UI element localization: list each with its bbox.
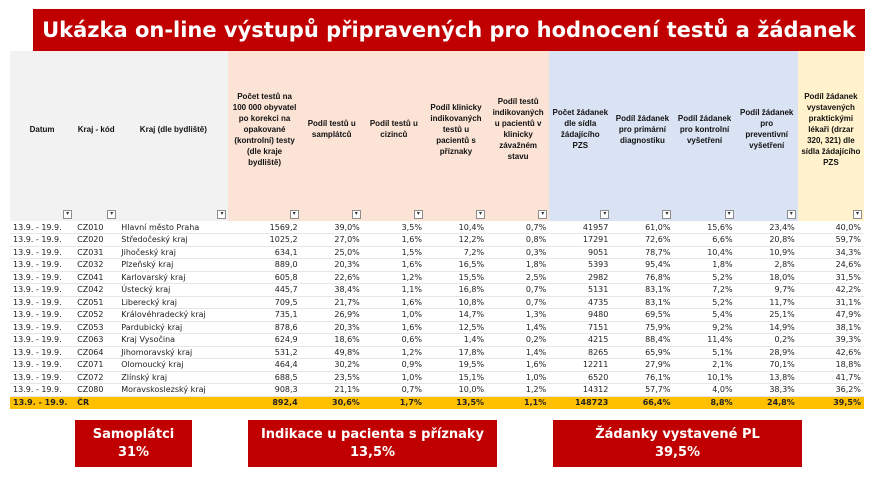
summary-box-samplatci xyxy=(75,420,192,467)
summary-value: 31% xyxy=(117,444,150,460)
table-cell: 12211 xyxy=(549,359,611,372)
table-cell: 2,5% xyxy=(487,271,549,284)
table-cell: 13.9. - 19.9. xyxy=(10,271,74,284)
table-cell: 14312 xyxy=(549,384,611,397)
table-cell: 14,9% xyxy=(736,321,798,334)
table-cell: CZ042 xyxy=(74,284,118,297)
filter-dropdown-icon[interactable]: ▾ xyxy=(538,210,547,219)
table-cell: 148723 xyxy=(549,396,611,409)
table-cell: 16,5% xyxy=(425,259,487,272)
table-cell: 624,9 xyxy=(228,334,300,347)
table-cell: 1,6% xyxy=(363,296,425,309)
table-cell: CZ010 xyxy=(74,221,118,234)
table-cell: 1,6% xyxy=(363,321,425,334)
table-cell: 20,3% xyxy=(301,321,363,334)
filter-dropdown-icon[interactable]: ▾ xyxy=(217,210,226,219)
total-row xyxy=(10,396,864,409)
table-row xyxy=(10,384,864,397)
filter-cell xyxy=(487,207,549,221)
table-cell: 39,5% xyxy=(798,396,864,409)
filter-cell xyxy=(549,207,611,221)
table-cell: 12,5% xyxy=(425,321,487,334)
table-cell: 1,1% xyxy=(487,396,549,409)
table-cell: 59,7% xyxy=(798,234,864,247)
table-cell: Pardubický kraj xyxy=(118,321,228,334)
table-cell: 889,0 xyxy=(228,259,300,272)
table-cell: CZ020 xyxy=(74,234,118,247)
table-cell: 13.9. - 19.9. xyxy=(10,321,74,334)
table-cell: 17291 xyxy=(549,234,611,247)
table-cell: 18,6% xyxy=(301,334,363,347)
filter-dropdown-icon[interactable]: ▾ xyxy=(352,210,361,219)
table-cell: 83,1% xyxy=(611,296,673,309)
filter-cell xyxy=(10,207,74,221)
table-cell: Plzeňský kraj xyxy=(118,259,228,272)
slide-title: Ukázka on-line výstupů připravených pro hodnocení testů a žádanek xyxy=(33,9,865,51)
filter-dropdown-icon[interactable]: ▾ xyxy=(787,210,796,219)
table-cell: 709,5 xyxy=(228,296,300,309)
data-table xyxy=(10,51,864,409)
table-cell: 16,8% xyxy=(425,284,487,297)
filter-dropdown-icon[interactable]: ▾ xyxy=(662,210,671,219)
table-cell: 688,5 xyxy=(228,371,300,384)
column-header: Kraj (dle bydliště) xyxy=(118,51,228,207)
table-cell: 1,0% xyxy=(363,371,425,384)
column-header: Podíl testů u samplátců xyxy=(301,51,363,207)
table-cell: Jihomoravský kraj xyxy=(118,346,228,359)
table-cell: Ústecký kraj xyxy=(118,284,228,297)
table-cell: 1,3% xyxy=(487,309,549,322)
table-cell: 38,1% xyxy=(798,321,864,334)
table-cell: 2,8% xyxy=(736,259,798,272)
table-cell: 1,0% xyxy=(487,371,549,384)
table-cell: 13.9. - 19.9. xyxy=(10,221,74,234)
table-cell: 24,8% xyxy=(736,396,798,409)
table-cell: 75,9% xyxy=(611,321,673,334)
table-cell: 0,3% xyxy=(487,246,549,259)
summary-label: Žádanky vystavené PL xyxy=(595,426,760,442)
table-cell: 19,5% xyxy=(425,359,487,372)
filter-cell xyxy=(611,207,673,221)
table-cell: 0,2% xyxy=(736,334,798,347)
spreadsheet xyxy=(10,51,864,409)
summary-box-zadanky-pl xyxy=(553,420,802,467)
table-cell: Moravskoslezský kraj xyxy=(118,384,228,397)
table-cell: 1,5% xyxy=(363,246,425,259)
table-cell: 634,1 xyxy=(228,246,300,259)
table-cell: 31,1% xyxy=(798,296,864,309)
table-cell: 42,6% xyxy=(798,346,864,359)
table-cell: 40,0% xyxy=(798,221,864,234)
table-cell: 0,8% xyxy=(487,234,549,247)
table-cell: 70,1% xyxy=(736,359,798,372)
column-header: Datum xyxy=(10,51,74,207)
table-row xyxy=(10,371,864,384)
column-header: Podíl klinicky indikovaných testů u pacientů s příznaky xyxy=(425,51,487,207)
table-cell: Liberecký kraj xyxy=(118,296,228,309)
table-row xyxy=(10,259,864,272)
filter-cell xyxy=(74,207,118,221)
table-cell: 61,0% xyxy=(611,221,673,234)
table-cell: 78,7% xyxy=(611,246,673,259)
table-cell: 76,1% xyxy=(611,371,673,384)
table-cell: 6,6% xyxy=(673,234,735,247)
table-cell: 1,8% xyxy=(487,259,549,272)
table-row xyxy=(10,334,864,347)
column-header: Podíl žádanek vystavených praktickými lékaři (drzar 320, 321) dle sídla žádajícího PZS xyxy=(798,51,864,207)
table-cell: 24,6% xyxy=(798,259,864,272)
table-cell: 41,7% xyxy=(798,371,864,384)
table-cell: 72,6% xyxy=(611,234,673,247)
table-row xyxy=(10,284,864,297)
table-cell: CZ080 xyxy=(74,384,118,397)
table-cell: 3,5% xyxy=(363,221,425,234)
column-header: Kraj - kód xyxy=(74,51,118,207)
table-body xyxy=(10,221,864,409)
table-cell: 13.9. - 19.9. xyxy=(10,371,74,384)
table-cell: Středočeský kraj xyxy=(118,234,228,247)
table-cell: Jihočeský kraj xyxy=(118,246,228,259)
filter-cell xyxy=(363,207,425,221)
table-cell: Olomoucký kraj xyxy=(118,359,228,372)
table-cell: 13.9. - 19.9. xyxy=(10,309,74,322)
table-cell: 25,0% xyxy=(301,246,363,259)
table-cell: 735,1 xyxy=(228,309,300,322)
table-cell: 47,9% xyxy=(798,309,864,322)
table-cell: 0,7% xyxy=(487,284,549,297)
table-cell: 1,6% xyxy=(363,234,425,247)
filter-row xyxy=(10,207,864,221)
table-cell: 1,6% xyxy=(363,259,425,272)
table-cell: 83,1% xyxy=(611,284,673,297)
table-cell: 10,0% xyxy=(425,384,487,397)
table-cell: 0,7% xyxy=(487,221,549,234)
header-row xyxy=(10,51,864,207)
table-cell: 2,1% xyxy=(673,359,735,372)
table-cell: 1,2% xyxy=(487,384,549,397)
table-cell: 1,4% xyxy=(425,334,487,347)
table-row xyxy=(10,296,864,309)
table-cell: 27,0% xyxy=(301,234,363,247)
table-cell: 1,2% xyxy=(363,271,425,284)
table-cell: Zlínský kraj xyxy=(118,371,228,384)
table-cell: 5,1% xyxy=(673,346,735,359)
table-cell: 22,6% xyxy=(301,271,363,284)
table-cell: 49,8% xyxy=(301,346,363,359)
table-cell: 1,0% xyxy=(363,309,425,322)
summary-label: Samoplátci xyxy=(92,426,175,442)
table-cell: 13.9. - 19.9. xyxy=(10,234,74,247)
table-cell: 15,6% xyxy=(673,221,735,234)
table-cell: 5,4% xyxy=(673,309,735,322)
table-row xyxy=(10,234,864,247)
column-header: Počet testů na 100 000 obyvatel po korekci na opakované (kontrolní) testy (dle kraje bydliště) xyxy=(228,51,300,207)
table-cell: 38,4% xyxy=(301,284,363,297)
column-header: Podíl testů indikovaných u pacientů v klinicky závažném stavu xyxy=(487,51,549,207)
table-cell: 0,9% xyxy=(363,359,425,372)
column-header: Počet žádanek dle sídla žádajícího PZS xyxy=(549,51,611,207)
table-cell: 17,8% xyxy=(425,346,487,359)
table-cell xyxy=(118,396,228,409)
table-cell: 7,2% xyxy=(673,284,735,297)
table-cell: 9,2% xyxy=(673,321,735,334)
table-cell: 76,8% xyxy=(611,271,673,284)
table-cell: 531,2 xyxy=(228,346,300,359)
table-cell: 10,4% xyxy=(673,246,735,259)
summary-value: 13,5% xyxy=(349,444,396,460)
table-cell: 18,0% xyxy=(736,271,798,284)
table-cell: 464,4 xyxy=(228,359,300,372)
summary-value: 39,5% xyxy=(654,444,701,460)
table-row xyxy=(10,271,864,284)
table-cell: 65,9% xyxy=(611,346,673,359)
table-cell: 5,2% xyxy=(673,296,735,309)
table-row xyxy=(10,246,864,259)
table-cell: 445,7 xyxy=(228,284,300,297)
table-cell: 42,2% xyxy=(798,284,864,297)
table-cell: 13.9. - 19.9. xyxy=(10,259,74,272)
table-cell: 20,3% xyxy=(301,259,363,272)
table-cell: 23,5% xyxy=(301,371,363,384)
table-cell: 0,6% xyxy=(363,334,425,347)
table-cell: 4735 xyxy=(549,296,611,309)
table-cell: 0,7% xyxy=(363,384,425,397)
table-cell: 9,7% xyxy=(736,284,798,297)
filter-cell xyxy=(301,207,363,221)
filter-dropdown-icon[interactable]: ▾ xyxy=(600,210,609,219)
table-cell: 26,9% xyxy=(301,309,363,322)
table-cell: 0,7% xyxy=(487,296,549,309)
table-cell: 38,3% xyxy=(736,384,798,397)
table-cell: CZ064 xyxy=(74,346,118,359)
table-row xyxy=(10,321,864,334)
table-cell: 28,9% xyxy=(736,346,798,359)
table-cell: 4215 xyxy=(549,334,611,347)
table-cell: 892,4 xyxy=(228,396,300,409)
table-cell: ČR xyxy=(74,396,118,409)
table-cell: 8265 xyxy=(549,346,611,359)
filter-dropdown-icon[interactable]: ▾ xyxy=(725,210,734,219)
table-cell: 7151 xyxy=(549,321,611,334)
table-cell: CZ072 xyxy=(74,371,118,384)
table-row xyxy=(10,309,864,322)
table-cell: 10,4% xyxy=(425,221,487,234)
table-cell: 5131 xyxy=(549,284,611,297)
column-header: Podíl testů u cizinců xyxy=(363,51,425,207)
table-cell: 39,0% xyxy=(301,221,363,234)
table-cell: 25,1% xyxy=(736,309,798,322)
table-cell: 13.9. - 19.9. xyxy=(10,346,74,359)
table-cell: 13.9. - 19.9. xyxy=(10,284,74,297)
filter-dropdown-icon[interactable]: ▾ xyxy=(414,210,423,219)
filter-cell xyxy=(736,207,798,221)
column-header: Podíl žádanek pro kontrolní vyšetření xyxy=(673,51,735,207)
table-cell: CZ051 xyxy=(74,296,118,309)
table-cell: 12,2% xyxy=(425,234,487,247)
filter-cell xyxy=(425,207,487,221)
table-cell: 13.9. - 19.9. xyxy=(10,359,74,372)
table-row xyxy=(10,359,864,372)
filter-dropdown-icon[interactable]: ▾ xyxy=(476,210,485,219)
table-cell: Hlavní město Praha xyxy=(118,221,228,234)
summary-box-indikace xyxy=(248,420,497,467)
filter-cell xyxy=(673,207,735,221)
table-cell: 1,4% xyxy=(487,346,549,359)
table-cell: 1,1% xyxy=(363,284,425,297)
table-cell: 88,4% xyxy=(611,334,673,347)
table-cell: Kraj Vysočina xyxy=(118,334,228,347)
table-cell: 21,1% xyxy=(301,384,363,397)
table-cell: 1,7% xyxy=(363,396,425,409)
table-cell: 605,8 xyxy=(228,271,300,284)
table-cell: 13.9. - 19.9. xyxy=(10,384,74,397)
filter-dropdown-icon[interactable]: ▾ xyxy=(290,210,299,219)
table-cell: CZ041 xyxy=(74,271,118,284)
table-cell: 5393 xyxy=(549,259,611,272)
table-cell: 13,8% xyxy=(736,371,798,384)
table-cell: CZ031 xyxy=(74,246,118,259)
column-header: Podíl žádanek pro preventivní vyšetření xyxy=(736,51,798,207)
table-cell: 13,5% xyxy=(425,396,487,409)
table-cell: 34,3% xyxy=(798,246,864,259)
table-cell: 15,5% xyxy=(425,271,487,284)
column-header: Podíl žádanek pro primární diagnostiku xyxy=(611,51,673,207)
filter-cell xyxy=(798,207,864,221)
table-cell: 5,2% xyxy=(673,271,735,284)
table-cell: 10,8% xyxy=(425,296,487,309)
filter-dropdown-icon[interactable]: ▾ xyxy=(107,210,116,219)
table-cell: 878,6 xyxy=(228,321,300,334)
table-cell: 13.9. - 19.9. xyxy=(10,246,74,259)
table-cell: 66,4% xyxy=(611,396,673,409)
table-cell: 27,9% xyxy=(611,359,673,372)
table-cell: 6520 xyxy=(549,371,611,384)
table-cell: 1,8% xyxy=(673,259,735,272)
table-cell: 21,7% xyxy=(301,296,363,309)
table-cell: 57,7% xyxy=(611,384,673,397)
table-cell: CZ032 xyxy=(74,259,118,272)
filter-dropdown-icon[interactable]: ▾ xyxy=(63,210,72,219)
filter-cell xyxy=(228,207,300,221)
table-row xyxy=(10,221,864,234)
table-cell: 13.9. - 19.9. xyxy=(10,296,74,309)
table-cell: Karlovarský kraj xyxy=(118,271,228,284)
table-cell: 1,2% xyxy=(363,346,425,359)
table-cell: 0,2% xyxy=(487,334,549,347)
filter-cell xyxy=(118,207,228,221)
table-cell: 11,7% xyxy=(736,296,798,309)
table-cell: 1569,2 xyxy=(228,221,300,234)
table-cell: 10,1% xyxy=(673,371,735,384)
table-cell: 2982 xyxy=(549,271,611,284)
table-cell: 14,7% xyxy=(425,309,487,322)
table-cell: 23,4% xyxy=(736,221,798,234)
table-cell: 18,8% xyxy=(798,359,864,372)
summary-label: Indikace u pacienta s příznaky xyxy=(260,426,485,442)
table-cell: 8,8% xyxy=(673,396,735,409)
table-cell: 9051 xyxy=(549,246,611,259)
table-cell: 1,6% xyxy=(487,359,549,372)
table-cell: 1,4% xyxy=(487,321,549,334)
table-cell: 69,5% xyxy=(611,309,673,322)
table-cell: 39,3% xyxy=(798,334,864,347)
table-cell: Královéhradecký kraj xyxy=(118,309,228,322)
table-cell: 30,6% xyxy=(301,396,363,409)
table-cell: 15,1% xyxy=(425,371,487,384)
table-cell: CZ063 xyxy=(74,334,118,347)
table-cell: 908,3 xyxy=(228,384,300,397)
table-cell: 36,2% xyxy=(798,384,864,397)
filter-dropdown-icon[interactable]: ▾ xyxy=(853,210,862,219)
table-cell: 7,2% xyxy=(425,246,487,259)
table-cell: 13.9. - 19.9. xyxy=(10,396,74,409)
table-cell: 9480 xyxy=(549,309,611,322)
table-row xyxy=(10,346,864,359)
table-cell: 13.9. - 19.9. xyxy=(10,334,74,347)
table-cell: 20,8% xyxy=(736,234,798,247)
table-cell: 1025,2 xyxy=(228,234,300,247)
table-cell: CZ071 xyxy=(74,359,118,372)
table-cell: 11,4% xyxy=(673,334,735,347)
table-cell: CZ053 xyxy=(74,321,118,334)
table-cell: 4,0% xyxy=(673,384,735,397)
table-cell: 31,5% xyxy=(798,271,864,284)
table-cell: CZ052 xyxy=(74,309,118,322)
table-cell: 41957 xyxy=(549,221,611,234)
table-cell: 95,4% xyxy=(611,259,673,272)
table-cell: 10,9% xyxy=(736,246,798,259)
table-cell: 30,2% xyxy=(301,359,363,372)
